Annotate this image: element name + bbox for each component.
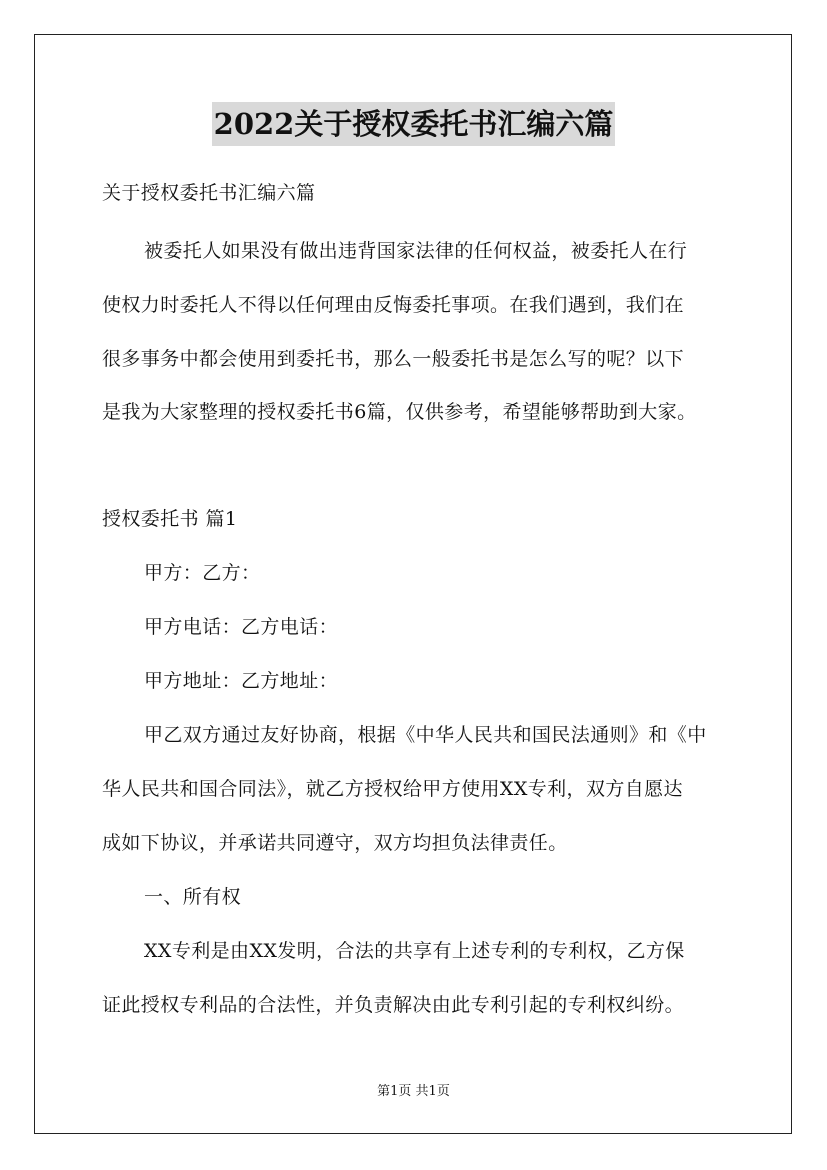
intro-line: 使权力时委托人不得以任何理由反悔委托事项。在我们遇到，我们在 xyxy=(102,294,685,316)
clause-line: 证此授权专利品的合法性，并负责解决由此专利引起的专利权纠纷。 xyxy=(102,994,685,1016)
intro-line: 被委托人如果没有做出违背国家法律的任何权益，被委托人在行 xyxy=(144,240,688,262)
intro-line: 是我为大家整理的授权委托书6篇，仅供参考，希望能够帮助到大家。 xyxy=(102,401,697,423)
clause-heading: 一、所有权 xyxy=(144,886,242,908)
agreement-line: 华人民共和国合同法》，就乙方授权给甲方使用XX专利，双方自愿达 xyxy=(102,778,683,800)
party-line: 甲方电话：乙方电话： xyxy=(144,616,339,638)
party-line: 甲方地址：乙方地址： xyxy=(144,670,339,692)
agreement-line: 甲乙双方通过友好协商，根据《中华人民共和国民法通则》和《中 xyxy=(144,724,707,746)
page-footer: 第1页 共1页 xyxy=(377,1084,450,1099)
document-title xyxy=(0,102,827,146)
document-subtitle: 关于授权委托书汇编六篇 xyxy=(102,182,316,204)
section-heading: 授权委托书 篇1 xyxy=(102,508,238,530)
document-title-text: 2022关于授权委托书汇编六篇 xyxy=(212,102,616,146)
agreement-line: 成如下协议，并承诺共同遵守，双方均担负法律责任。 xyxy=(102,832,568,854)
party-line: 甲方：乙方： xyxy=(144,562,261,584)
intro-line: 很多事务中都会使用到委托书，那么一般委托书是怎么写的呢？以下 xyxy=(102,348,685,370)
clause-line: XX专利是由XX发明，合法的共享有上述专利的专利权，乙方保 xyxy=(144,940,685,962)
